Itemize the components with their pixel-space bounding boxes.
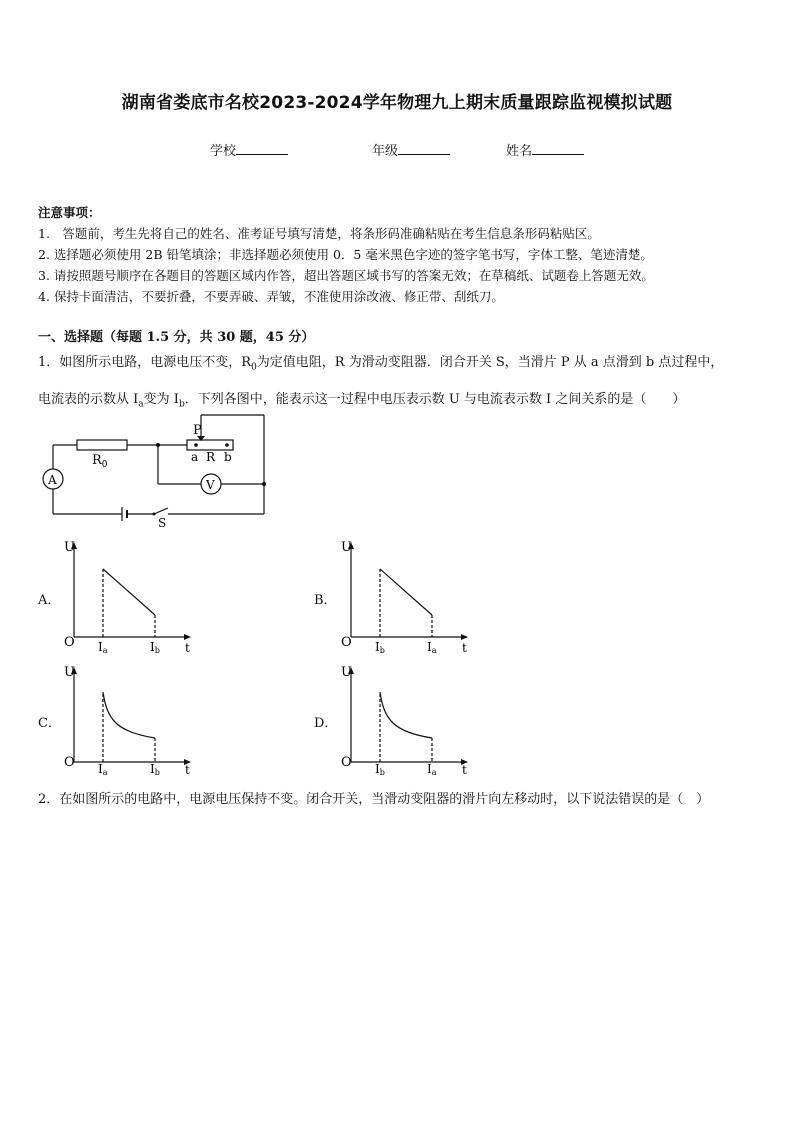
tick1-label: Ia [98, 640, 108, 655]
resistor-r0 [77, 440, 127, 450]
name-field[interactable] [506, 140, 584, 159]
section-heading: 一、选择题（每题 1.5 分，共 30 题，45 分） [38, 330, 315, 345]
grade-blank[interactable] [398, 142, 450, 155]
y-axis-label: U [64, 540, 75, 555]
option-a-graph [62, 535, 197, 660]
question-1-line-2: 电流表的示数从 $I_a$变为 $I_b$．下列各图中，能表示这一过程中电压表示数 U 与电流表示数 I 之间关系的是（ ） [38, 391, 686, 410]
tick1-label: Ia [98, 762, 108, 777]
school-label: 学校 [210, 144, 237, 159]
notes-item-3: 3. 请按照题号顺序在各题目的答题区域内作答，超出答题区域书写的答案无效；在草稿纸、试题卷上答题无效。 [38, 268, 654, 283]
tick2-label: Ia [427, 640, 437, 655]
tick1-label: Ib [375, 640, 385, 655]
y-axis-label: U [64, 665, 75, 680]
notes-item-4: 4. 保持卡面清洁，不要折叠，不要弄破、弄皱，不准使用涂改液、修正带、刮纸刀。 [38, 289, 504, 304]
tick1-label: Ib [375, 762, 385, 777]
x-axis-label: t [462, 641, 467, 655]
notes-item-2: 2. 选择题必须使用 2B 铅笔填涂；非选择题必须使用 0．5 毫米黑色字迹的签字笔书写，字体工整、笔迹清楚。 [38, 247, 653, 262]
option-a-label[interactable]: A． [38, 593, 61, 608]
label-b: b [224, 450, 232, 464]
notes-item-1: 1. 答题前，考生先将自己的姓名、准考证号填写清楚，将条形码准确粘贴在考生信息条形码粘贴区。 [38, 226, 600, 241]
tick2-label: Ib [150, 640, 160, 655]
ammeter-label: A [48, 473, 57, 487]
origin-label: O [341, 755, 352, 770]
tick2-label: Ib [150, 762, 160, 777]
curve [103, 569, 155, 615]
label-a: a [191, 450, 199, 464]
option-d-label[interactable]: D． [314, 716, 338, 731]
voltmeter-label: V [206, 478, 215, 492]
x-axis-label: t [462, 763, 467, 777]
option-b-graph [339, 535, 474, 660]
circuit-diagram [30, 410, 280, 530]
origin-label: O [341, 635, 352, 650]
label-r: R [206, 450, 216, 464]
school-field[interactable] [210, 140, 288, 159]
question-1-line-1: 1．如图所示电路，电源电压不变，$R_0$为定值电阻，R 为滑动变阻器．闭合开关 S，当滑片 P 从 a 点滑到 b 点过程中， [38, 355, 724, 373]
curve [103, 692, 155, 738]
option-d-graph [339, 660, 474, 785]
name-label: 姓名 [506, 144, 533, 159]
x-axis-label: t [185, 763, 190, 777]
page-title: 湖南省娄底市名校2023-2024学年物理九上期末质量跟踪监视模拟试题 [121, 93, 673, 113]
switch-blade [154, 508, 168, 514]
label-p: P [193, 423, 202, 438]
option-b-label[interactable]: B． [314, 593, 337, 608]
name-blank[interactable] [532, 142, 584, 155]
curve [380, 692, 432, 738]
notes-block [38, 202, 758, 307]
question-2: 2．在如图所示的电路中，电源电压保持不变。闭合开关，当滑动变阻器的滑片向左移动时，以下说法错误的是（ ） [38, 792, 710, 807]
option-c-graph [62, 660, 197, 785]
tick2-label: Ia [427, 762, 437, 777]
notes-heading: 注意事项： [38, 205, 101, 220]
curve [380, 569, 432, 615]
label-r0: $R_0$ [92, 453, 108, 470]
option-c-label[interactable]: C． [38, 716, 61, 731]
grade-field[interactable] [372, 140, 450, 159]
school-blank[interactable] [236, 142, 288, 155]
origin-label: O [64, 635, 75, 650]
x-axis-label: t [185, 641, 190, 655]
y-axis-label: U [341, 665, 352, 680]
label-s: S [158, 516, 167, 530]
origin-label: O [64, 755, 75, 770]
grade-label: 年级 [372, 144, 399, 159]
y-axis-label: U [341, 540, 352, 555]
